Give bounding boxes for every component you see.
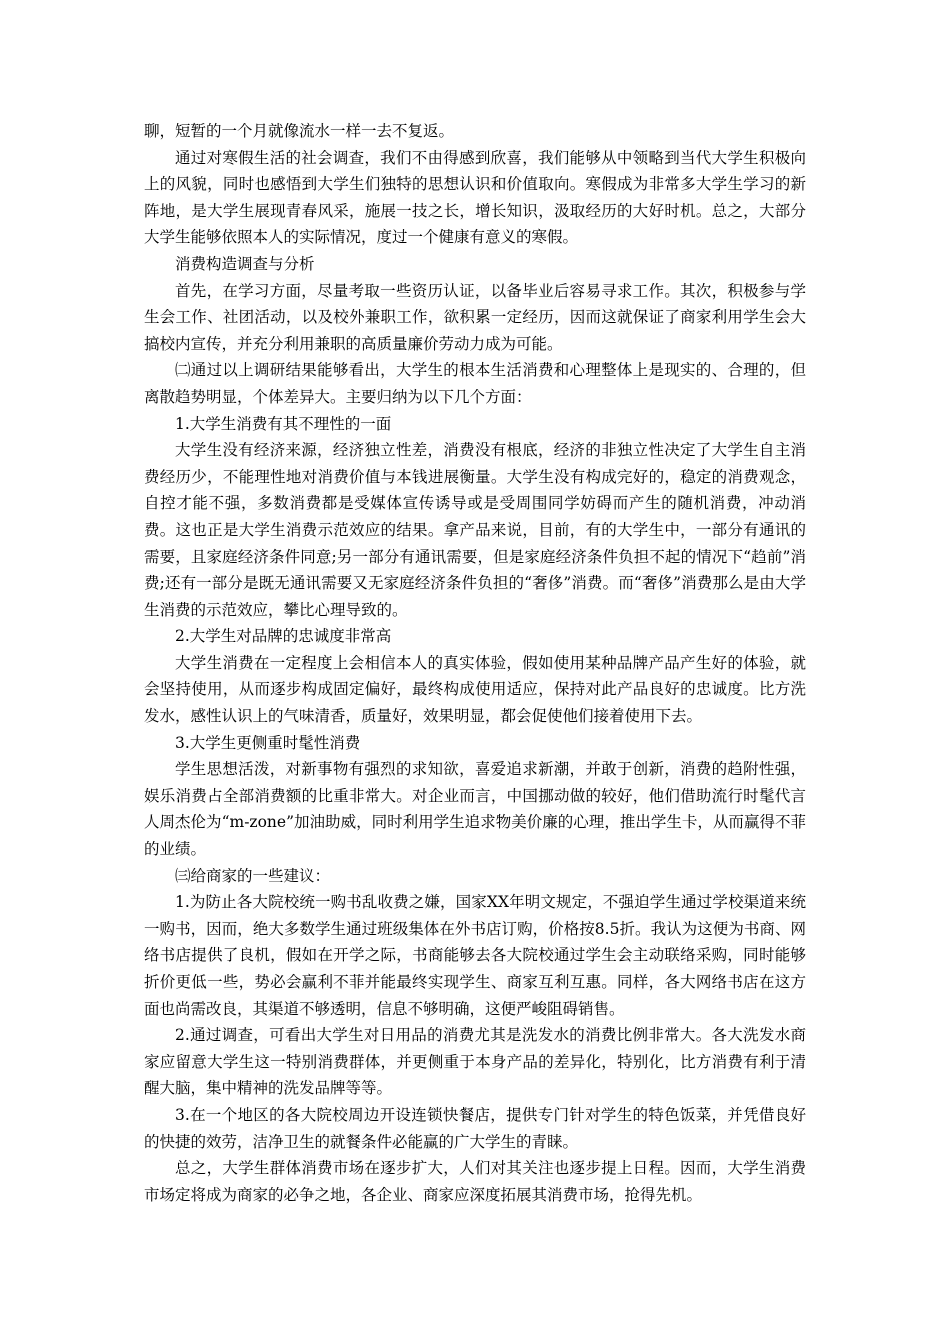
subheading-brand-loyalty: 2.大学生对品牌的忠诚度非常高 xyxy=(175,627,392,646)
paragraph-fashion-consumption: 学生思想活泼，对新事物有强烈的求知欲，喜爱追求新潮，并敢于创新，消费的趋附性强，娱乐消费占全部消费额的比重非常大。对企业而言，中国挪动做的较好，他们借助流行时髦代言人周杰伦为“m-zone”加油助威，同时利用学生追求物美价廉的心理，推出学生卡，从而赢得不菲的业绩。 xyxy=(144,760,806,859)
paragraph-suggestion-fastfood: 3.在一个地区的各大院校周边开设连锁快餐店，提供专门针对学生的特色饭菜，并凭借良好的快捷的效劳，洁净卫生的就餐条件必能赢的广大学生的青睐。 xyxy=(144,1105,806,1151)
section-heading-consumption-structure: 消费构造调查与分析 xyxy=(175,254,315,273)
paragraph-research-results: ㈡通过以上调研结果能够看出，大学生的根本生活消费和心理整体上是现实的、合理的，但离散趋势明显，个体差异大。主要归纳为以下几个方面： xyxy=(144,361,806,406)
paragraph-brand-loyalty: 大学生消费在一定程度上会相信本人的真实体验，假如使用某种品牌产品产生好的体验，就会坚持使用，从而逐步构成固定偏好，最终构成使用适应，保持对此产品良好的忠诚度。比方洗发水，感性认识上的气味清香，质量好，效果明显，都会促使他们接着使用下去。 xyxy=(144,653,806,726)
paragraph-study-and-work: 首先，在学习方面，尽量考取一些资历认证，以备毕业后容易寻求工作。其次，积极参与学生会工作、社团活动，以及校外兼职工作，欲积累一定经历，因而这就保证了商家利用学生会大搞校内宣传，并充分利用兼职的高质量廉价劳动力成为可能。 xyxy=(144,281,806,353)
document-body xyxy=(144,118,806,1208)
paragraph-irrational-consumption: 大学生没有经济来源，经济独立性差，消费没有根底，经济的非独立性决定了大学生自主消费经历少，不能理性地对消费价值与本钱进展衡量。大学生没有构成完好的，稳定的消费观念，自控才能不强，多数消费都是受媒体宣传诱导或是受周围同学妨碍而产生的随机消费，冲动消费。这也正是大学生消费示范效应的结果。拿产品来说，目前，有的大学生中，一部分有通讯的需要，且家庭经济条件同意;另一部分有通讯需要，但是家庭经济条件负担不起的情况下“趋前”消费;还有一部分是既无通讯需要又无家庭经济条件负担的“奢侈”消费。而“奢侈”消费那么是由大学生消费的示范效应，攀比心理导致的。 xyxy=(144,441,806,619)
paragraph-conclusion: 总之，大学生群体消费市场在逐步扩大，人们对其关注也逐步提上日程。因而，大学生消费市场定将成为商家的必争之地，各企业、商家应深度拓展其消费市场，抢得先机。 xyxy=(144,1159,806,1204)
paragraph-suggestion-books: 1.为防止各大院校统一购书乱收费之嫌，国家XX年明文规定，不强迫学生通过学校渠道来统一购书，因而，绝大多数学生通过班级集体在外书店订购，价格按8.5折。我认为这便为书商、网络书店提供了良机，假如在开学之际，书商能够去各大院校通过学生会主动联络采购，同时能够折价更低一些，势必会赢利不菲并能最终实现学生、商家互利互惠。同样，各大网络书店在这方面也尚需改良，其渠道不够透明，信息不够明确，这便严峻阻碍销售。 xyxy=(144,893,806,1018)
paragraph-suggestion-shampoo: 2.通过调查，可看出大学生对日用品的消费尤其是洗发水的消费比例非常大。各大洗发水商家应留意大学生这一特别消费群体，并更侧重于本身产品的差异化，特别化，比方消费有利于清醒大脑，集中精神的洗发品牌等等。 xyxy=(144,1026,806,1098)
section-heading-suggestions: ㈢给商家的一些建议： xyxy=(175,866,331,885)
subheading-irrational-consumption: 1.大学生消费有其不理性的一面 xyxy=(175,414,392,433)
paragraph-survey-summary: 通过对寒假生活的社会调查，我们不由得感到欣喜，我们能够从中领略到当代大学生积极向上的风貌，同时也感悟到大学生们独特的思想认识和价值取向。寒假成为非常多大学生学习的新阵地，是大学生展现青春风采，施展一技之长，增长知识，汲取经历的大好时机。总之，大部分大学生能够依照本人的实际情况，度过一个健康有意义的寒假。 xyxy=(144,148,806,247)
paragraph-continuation: 聊，短暂的一个月就像流水一样一去不复返。 xyxy=(144,122,455,140)
subheading-fashion-consumption: 3.大学生更侧重时髦性消费 xyxy=(175,733,361,752)
